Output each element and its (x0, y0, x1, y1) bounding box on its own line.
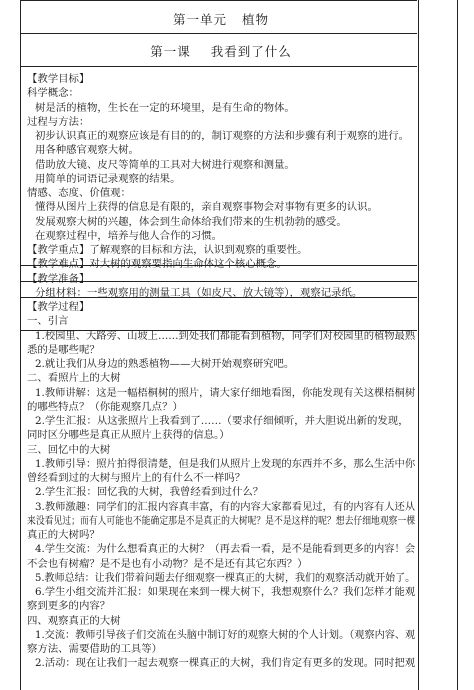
text-line: 【教学目标】 (27, 73, 90, 85)
text-line: 过程与方法： (27, 115, 90, 128)
text-line: 四、观察真正的大树 (27, 614, 121, 627)
right-column (417, 0, 458, 690)
text-line: 科学概念： (27, 87, 79, 100)
text-line: 悉的是哪些呢？ (27, 343, 100, 356)
text-line: 察到更多的内容？ (27, 600, 111, 613)
text-line: 懂得从图片上获得的信息是有限的，亲自观察事物会对事物有更多的认识。 (35, 201, 378, 214)
text-line: 初步认识真正的观察应该是有目的的，制订观察的方法和步骤有利于观察的进行。 (35, 130, 410, 142)
text-line: 曾经看到过的大树与照片上的有什么不一样吗？ (27, 472, 246, 484)
text-line: 【教学过程】 (27, 301, 90, 313)
text-line: 2.学生汇报：从这张照片上我看到了……（要求仔细倾听，并大胆说出新的发现， (35, 415, 409, 427)
text-line: 发展观察大树的兴趣，体会到生命体给我们带来的生机勃勃的感受。 (35, 215, 347, 228)
text-line: 2.学生汇报：回忆我的大树，我曾经看到过什么？ (35, 486, 264, 499)
subtitle-row-divider (20, 66, 417, 67)
text-line: 二、看照片上的大树 (27, 372, 121, 385)
text-line: 不会也有树瘤？是不是也有小动物？是不是还有其它东西？） (27, 557, 308, 570)
text-line: 在观察过程中，培养与他人合作的习惯。 (35, 229, 223, 242)
text-line: 1.交流：教师引导孩子们交流在头脑中制订好的观察大树的个人计划。（观察内容、观 (35, 628, 416, 641)
unit-title: 第一单元 植物 (173, 12, 269, 27)
text-line: 5.教师总结：让我们带着问题去仔细观察一棵真正的大树，我们的观察活动就开始了。 (35, 571, 416, 584)
text-line: 三、回忆中的大树 (27, 443, 111, 456)
text-line: 【教学准备】 (27, 272, 90, 285)
text-line: 察方法、需要借助的工具等） (27, 643, 163, 655)
text-line: 来没看见过；而有人可能也不能确定那是不是真正的大树呢？是不是这样的呢？想去仔细地观察一棵 (27, 514, 416, 527)
text-line: 6.学生小组交流并汇报：如果现在来到一棵大树下，我想观察什么？我们怎样才能观 (35, 586, 416, 598)
text-line: 用各种感官观察大树。 (35, 144, 139, 157)
lesson-title: 第一课 我看到了什么 (150, 44, 292, 59)
text-line: 情感、态度、价值观： (27, 187, 131, 199)
text-line: 真正的大树吗？ (27, 529, 100, 541)
text-line: 借助放大镜、皮尺等简单的工具对大树进行观察和测量。 (35, 158, 295, 171)
text-line: 1.教师讲解：这是一幅梧桐树的照片，请大家仔细地看图，你能发现有关这棵梧桐树 (35, 386, 416, 399)
text-line: 一、引言 (27, 315, 69, 328)
text-line: 1.校园里、大路旁、山坡上……到处我们都能看到植物，同学们对校园里的植物最熟 (35, 329, 416, 342)
text-line: 用简单的词语记录观察的结果。 (35, 172, 181, 185)
text-line: 4.学生交流：为什么想看真正的大树？（再去看一看，是不是能看到更多的内容！会 (35, 543, 416, 556)
text-line: 【教学难点】对大树的观察要指向生命体这个核心概念。 (27, 258, 287, 271)
table-top-border (20, 0, 417, 1)
text-line: 1.教师引导：照片拍得很清楚，但是我们从照片上发现的东西并不多，那么生活中你 (35, 457, 416, 470)
text-line: 同时区分哪些是真正从照片上获得的信息。） (27, 429, 230, 442)
text-line: 分组材料：一些观察用的测量工具（如皮尺、放大镜等），观察记录纸。 (35, 286, 363, 299)
text-line: 2.就让我们从身边的熟悉植物——大树开始观察研究吧。 (35, 358, 295, 370)
text-line: 2.活动：现在让我们一起去观察一棵真正的大树，我们肯定有更多的发现。同时把观 (35, 657, 416, 670)
text-line: 的哪些特点？（你能观察几点？） (27, 400, 183, 413)
text-line: 【教学重点】了解观察的目标和方法，认识到观察的重要性。 (27, 244, 308, 256)
text-line: 3.教师激趣：同学们的汇报内容真丰富，有的内容大家都看见过，有的内容有人还从 (35, 500, 416, 513)
text-line: 树是活的植物，生长在一定的环境里，是有生命的物体。 (35, 101, 295, 114)
title-row-divider (20, 33, 417, 34)
